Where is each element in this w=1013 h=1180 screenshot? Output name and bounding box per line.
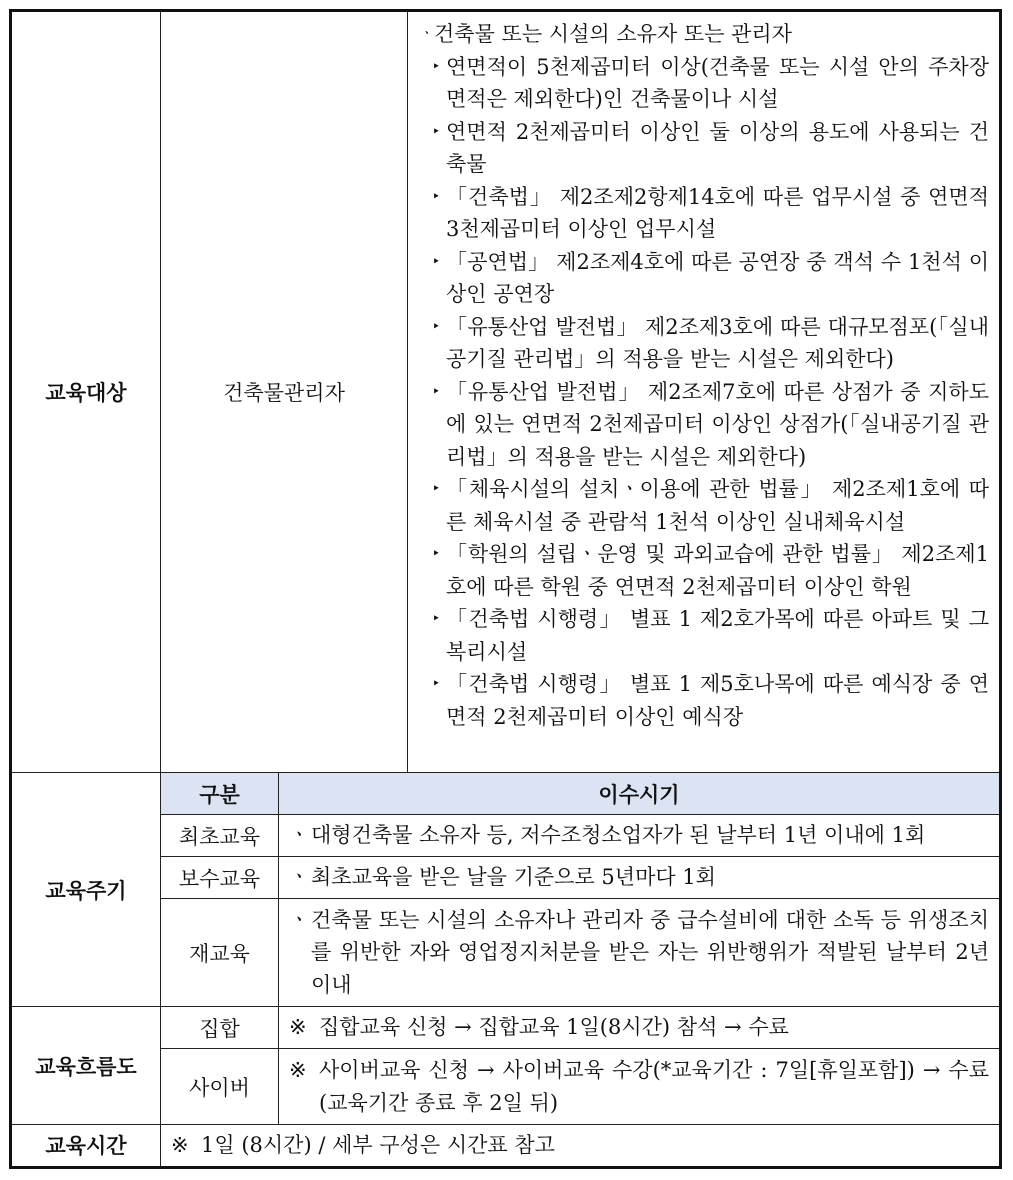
time-text: 1일 (8시간) / 세부 구성은 시간표 참고 bbox=[201, 1133, 555, 1157]
cycle-text: 건축물 또는 시설의 소유자나 관리자 중 급수설비에 대한 소독 등 위생조치를 위반한 자와 영업정지처분을 받은 자는 위반행위가 적발된 날부터 2년 이내 bbox=[311, 907, 989, 997]
table-row bbox=[11, 1125, 1001, 1168]
list-item-text: 「유통산업 발전법」 제2조제7호에 따른 상점가 중 지하도에 있는 연면적 2천제곱미터 이상인 상점가(「실내공기질 관리법」의 적용을 받는 시설은 제외한다) bbox=[446, 379, 989, 469]
list-item-text: 연면적이 5천제곱미터 이상(건축물 또는 시설 안의 주차장 면적은 제외한다)인 건축물이나 시설 bbox=[446, 54, 989, 111]
list-item-text: 「학원의 설립ㆍ운영 및 과외교습에 관한 법률」 제2조제1호에 따른 학원 중 연면적 2천제곱미터 이상인 학원 bbox=[446, 542, 989, 599]
list-item-text: 「건축법 시행령」 별표 1 제2호가목에 따른 아파트 및 그 복리시설 bbox=[446, 607, 989, 664]
triangle-bullet-icon: ‣ bbox=[432, 123, 441, 140]
middle-dot-marker: ㆍ bbox=[420, 26, 434, 42]
list-item-text: 연면적 2천제곱미터 이상인 둘 이상의 용도에 사용되는 건축물 bbox=[446, 119, 989, 176]
cycle-label: 재교육 bbox=[161, 899, 279, 1007]
target-list bbox=[408, 11, 1001, 773]
triangle-bullet-icon: ‣ bbox=[432, 546, 441, 562]
flow-label: 집합 bbox=[161, 1007, 279, 1049]
table-row bbox=[11, 1007, 1001, 1049]
target-row bbox=[11, 11, 1001, 773]
list-item-text: 「공연법」 제2조제4호에 따른 공연장 중 객석 수 1천석 이상인 공연장 bbox=[446, 249, 989, 306]
list-item bbox=[420, 181, 989, 246]
list-item bbox=[420, 538, 989, 603]
list-item-text: 「유통산업 발전법」 제2조제3호에 따른 대규모점포(「실내공기질 관리법」의 적용을 받는 시설은 제외한다) bbox=[446, 314, 989, 371]
flow-label: 사이버 bbox=[161, 1049, 279, 1125]
cycle-text-cell bbox=[279, 857, 1001, 899]
cycle-label: 최초교육 bbox=[161, 815, 279, 857]
reference-mark-icon: ※ bbox=[289, 1015, 307, 1040]
cycle-label: 보수교육 bbox=[161, 857, 279, 899]
triangle-bullet-icon: ‣ bbox=[432, 676, 441, 692]
list-item bbox=[420, 376, 989, 474]
cycle-text-cell bbox=[279, 899, 1001, 1007]
time-text-cell bbox=[161, 1125, 1001, 1168]
list-item bbox=[420, 246, 989, 311]
cycle-subheader-row bbox=[11, 773, 1001, 815]
cycle-text: 최초교육을 받은 날을 기준으로 5년마다 1회 bbox=[311, 865, 716, 890]
list-item-text: 「체육시설의 설치ㆍ이용에 관한 법률」 제2조제1호에 따른 체육시설 중 관람석 1천석 이상인 실내체육시설 bbox=[446, 477, 989, 534]
list-item-text: 「건축법 시행령」 별표 1 제5호나목에 따른 예식장 중 연면적 2천제곱미터 이상인 예식장 bbox=[446, 672, 989, 729]
list-item bbox=[420, 603, 989, 668]
flow-text-cell bbox=[279, 1049, 1001, 1125]
triangle-bullet-icon: ‣ bbox=[432, 611, 441, 627]
list-item bbox=[420, 116, 989, 181]
cycle-text-cell bbox=[279, 815, 1001, 857]
cycle-col2-header: 이수시기 bbox=[279, 773, 1001, 815]
time-header: 교육시간 bbox=[11, 1125, 161, 1168]
flow-text: 집합교육 신청 → 집합교육 1일(8시간) 참석 → 수료 bbox=[319, 1015, 789, 1040]
target-intro-text: 건축물 또는 시설의 소유자 또는 관리자 bbox=[434, 22, 792, 46]
middle-dot-marker: ㆍ bbox=[289, 823, 310, 848]
cycle-header: 교육주기 bbox=[11, 773, 161, 1007]
target-intro bbox=[420, 18, 989, 51]
flow-header: 교육흐름도 bbox=[11, 1007, 161, 1125]
middle-dot-marker: ㆍ bbox=[289, 907, 310, 932]
triangle-bullet-icon: ‣ bbox=[432, 58, 441, 75]
target-header: 교육대상 bbox=[11, 11, 161, 773]
flow-text: 사이버교육 신청 → 사이버교육 수강(*교육기간 : 7일[휴일포함]) → 수료(교육기간 종료 후 2일 뒤) bbox=[319, 1058, 989, 1115]
flow-text-cell bbox=[279, 1007, 1001, 1049]
triangle-bullet-icon: ‣ bbox=[432, 383, 441, 400]
triangle-bullet-icon: ‣ bbox=[432, 318, 441, 335]
reference-mark-icon: ※ bbox=[289, 1058, 307, 1082]
list-item bbox=[420, 51, 989, 116]
list-item bbox=[420, 311, 989, 376]
triangle-bullet-icon: ‣ bbox=[432, 481, 441, 497]
cycle-text: 대형건축물 소유자 등, 저수조청소업자가 된 날부터 1년 이내에 1회 bbox=[311, 823, 926, 848]
reference-mark-icon: ※ bbox=[171, 1133, 189, 1157]
list-item bbox=[420, 668, 989, 733]
triangle-bullet-icon: ‣ bbox=[432, 253, 441, 270]
list-item-text: 「건축법」 제2조제2항제14호에 따른 업무시설 중 연면적 3천제곱미터 이상인 업무시설 bbox=[446, 184, 989, 241]
triangle-bullet-icon: ‣ bbox=[432, 188, 441, 205]
education-info-table bbox=[9, 9, 1002, 1169]
middle-dot-marker: ㆍ bbox=[289, 865, 310, 890]
cycle-col1-header: 구분 bbox=[161, 773, 279, 815]
list-item bbox=[420, 473, 989, 538]
target-category: 건축물관리자 bbox=[161, 11, 408, 773]
